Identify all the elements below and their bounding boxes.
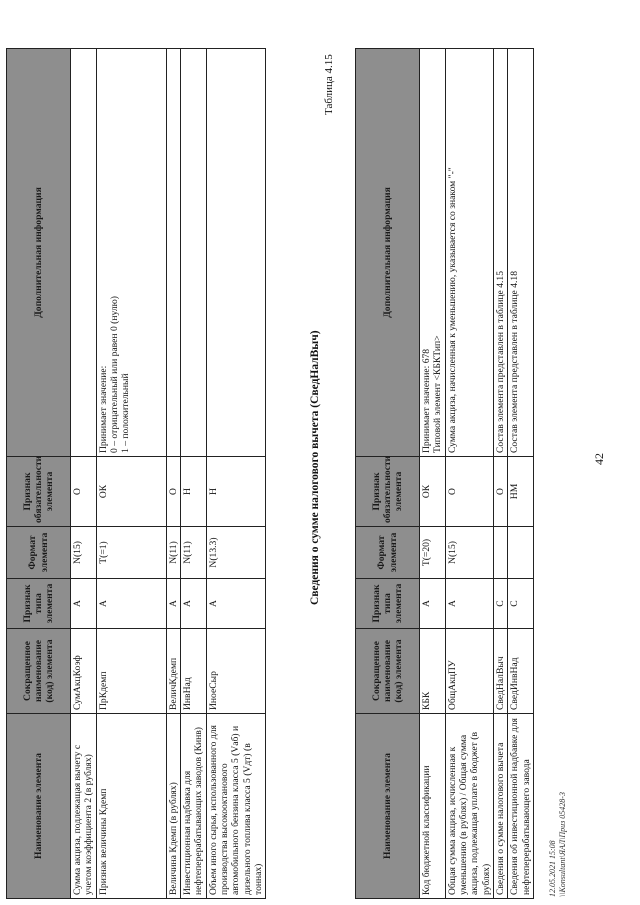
table-title: Сведения о сумме налогового вычета (СведНалВыч)	[309, 330, 321, 605]
table-cell: N(11)	[166, 527, 180, 579]
table-cell: N(13.3)	[206, 527, 266, 579]
table-cell	[206, 49, 266, 457]
table-cell: С	[493, 579, 507, 629]
table-cell	[96, 49, 166, 457]
table-cell: А	[420, 579, 446, 629]
table-cell: ИноеСыр	[206, 629, 266, 714]
table-header-row	[7, 49, 71, 899]
table-cell: Состав элемента представлен в таблице 4.18	[508, 49, 534, 457]
table-row	[206, 49, 266, 899]
table-row	[180, 49, 206, 899]
table-cell: А	[96, 579, 166, 629]
table-cell: О	[445, 457, 493, 527]
table-cell: Сумма акциза, начисленная к уменьшению, указывается со знаком "-"	[445, 49, 493, 457]
header-cell: Формат элемента	[7, 527, 71, 579]
table-cell: ПрКдемп	[96, 629, 166, 714]
table-cell	[493, 527, 507, 579]
table-header-row	[356, 49, 420, 899]
additional-info-text: Принимает значение: 0 – отрицательный или равен 0 (нулю) 1 – положительный	[97, 296, 132, 453]
table-row	[508, 49, 534, 899]
table-cell: О	[493, 457, 507, 527]
table-row	[166, 49, 180, 899]
table-row	[420, 49, 446, 899]
stamp-line: \\Konsultant\ЯАЛ\Приз 05428-3	[558, 792, 568, 897]
table-row	[96, 49, 166, 899]
table-cell: ВеличКдемп	[166, 629, 180, 714]
table-cell: Состав элемента представлен в таблице 4.15	[493, 49, 507, 457]
table-cell: Сумма акциза, подлежащая вычету с учетом коэффициента 2 (в рублях)	[71, 714, 97, 899]
table-cell: А	[71, 579, 97, 629]
table-cell: ОК	[96, 457, 166, 527]
table-cell	[420, 49, 446, 457]
table-row	[71, 49, 97, 899]
table-cell: Величина Кдемп (в рублях)	[166, 714, 180, 899]
table-row	[493, 49, 507, 899]
table-cell: ОбщАкцПУ	[445, 629, 493, 714]
table-cell: А	[166, 579, 180, 629]
table-cell: С	[508, 579, 534, 629]
table-cell: N(15)	[71, 527, 97, 579]
table-cell: А	[206, 579, 266, 629]
table-cell: КБК	[420, 629, 446, 714]
header-cell: Признак обязательности элемента	[356, 457, 420, 527]
table-cell: ИнвНад	[180, 629, 206, 714]
table-cell: А	[180, 579, 206, 629]
table-cell: НМ	[508, 457, 534, 527]
table-cell: Признак величины Кдемп	[96, 714, 166, 899]
table-cell: Инвестиционная надбавка для нефтеперерабатывающих заводов (Кинв)	[180, 714, 206, 899]
table-cell: N(11)	[180, 527, 206, 579]
table-cell: А	[445, 579, 493, 629]
table-cell: О	[71, 457, 97, 527]
stamp-line: 12.05.2021 15:08	[548, 840, 557, 897]
header-cell: Формат элемента	[356, 527, 420, 579]
additional-info-text: Принимает значение: 678 Типовой элемент <КБКТип>	[421, 335, 444, 453]
print-stamp	[548, 792, 569, 897]
table-cell	[180, 49, 206, 457]
table-cell: Объем иного сырья, использованного для производства высокооктанового автомобильного бензина класса 5 (Vаб) и дизельного топлива класса 5 (Vдт) (в тоннах)	[206, 714, 266, 899]
table-cell: Сведения об инвестиционной надбавке для нефтеперерабатывающего завода	[508, 714, 534, 899]
table-number: Таблица 4.15	[323, 54, 335, 115]
table-row	[445, 49, 493, 899]
table-cell: ОК	[420, 457, 446, 527]
table-cell: СведИнвНад	[508, 629, 534, 714]
header-cell: Признак типа элемента	[356, 579, 420, 629]
header-cell: Признак обязательности элемента	[7, 457, 71, 527]
table-continued	[355, 48, 534, 899]
table-cell	[166, 49, 180, 457]
table-cell: Сведения о сумме налогового вычета	[493, 714, 507, 899]
table-cell: T(=1)	[96, 527, 166, 579]
header-cell: Сокращенное наименование (код) элемента	[7, 629, 71, 714]
table-cell: О	[166, 457, 180, 527]
header-cell: Сокращенное наименование (код) элемента	[356, 629, 420, 714]
table-cell: Общая сумма акциза, исчисленная к уменьшению (в рублях) / Общая сумма акциза, подлежащая уплате в бюджет (в рублях)	[445, 714, 493, 899]
table-cell: T(=20)	[420, 527, 446, 579]
header-cell: Признак типа элемента	[7, 579, 71, 629]
table-cell: СведНалВыч	[493, 629, 507, 714]
table-cell: Н	[206, 457, 266, 527]
table-cell: СумАкцКоэф	[71, 629, 97, 714]
table-cell	[508, 527, 534, 579]
table-cell: N(15)	[445, 527, 493, 579]
header-cell: Дополнительная информация	[7, 49, 71, 457]
header-cell: Дополнительная информация	[356, 49, 420, 457]
table-4-15	[6, 48, 266, 899]
table-cell: Н	[180, 457, 206, 527]
page-number: 42	[592, 453, 606, 465]
header-cell: Наименование элемента	[356, 714, 420, 899]
table-cell	[71, 49, 97, 457]
table-cell: Код бюджетной классификации	[420, 714, 446, 899]
header-cell: Наименование элемента	[7, 714, 71, 899]
